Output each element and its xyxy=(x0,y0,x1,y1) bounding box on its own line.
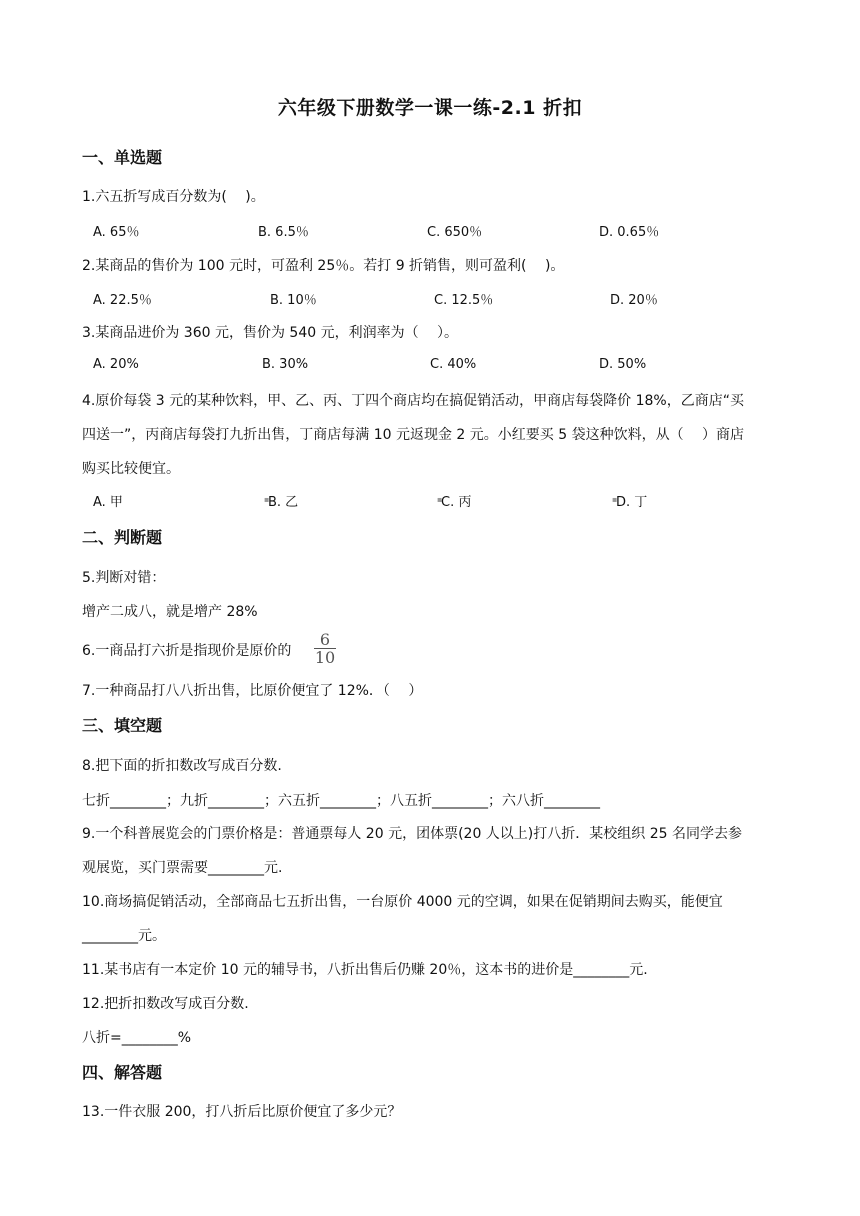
question-3-text: 3.某商品进价为 360 元，售价为 540 元，利润率为（ ）。 xyxy=(82,325,459,341)
question-5-text-line-1: 5.判断对错： xyxy=(82,570,166,586)
question-1-text: 1.六五折写成百分数为( )。 xyxy=(82,189,265,205)
question-9-text-line-1: 9.一个科普展览会的门票价格是：普通票每人 20 元，团体票(20 人以上)打八折．某校组织 25 名同学去参 xyxy=(82,826,742,842)
question-10-text-line-1: 10.商场搞促销活动，全部商品七五折出售，一台原价 4000 元的空调，如果在促销期间去购买，能便宜 xyxy=(82,894,723,910)
question-4-option-b: B. 乙 xyxy=(268,495,299,510)
question-8-text-line-1: 8.把下面的折扣数改写成百分数. xyxy=(82,758,282,774)
question-3-option-b: B. 30% xyxy=(262,357,309,372)
question-1-option-b: B. 6.5％ xyxy=(258,225,309,240)
fraction-numerator: 6 xyxy=(319,630,331,649)
question-1-option-d: D. 0.65％ xyxy=(599,225,660,240)
section-heading-true-false: 二、判断题 xyxy=(82,528,163,547)
question-1-option-c: C. 650％ xyxy=(427,225,483,240)
option-marker-dot: ▪ xyxy=(612,495,618,504)
fraction-six-tenths xyxy=(312,632,338,665)
question-12-text-line-1: 12.把折扣数改写成百分数. xyxy=(82,996,249,1012)
question-6-text: 6.一商品打六折是指现价是原价的 xyxy=(82,643,292,659)
fraction-denominator: 10 xyxy=(314,648,336,667)
question-2-option-c: C. 12.5％ xyxy=(434,293,494,308)
question-10-text-line-2: ________元。 xyxy=(82,928,166,944)
section-heading-solve: 四、解答题 xyxy=(82,1063,163,1082)
question-9-text-line-2: 观展览，买门票需要________元. xyxy=(82,860,283,876)
question-2-option-d: D. 20％ xyxy=(610,293,658,308)
option-marker-dot: ▪ xyxy=(264,495,270,504)
section-heading-fill-blank: 三、填空题 xyxy=(82,716,163,735)
question-8-text-line-2: 七折________；九折________；六五折________；八五折________；六八折________ xyxy=(82,793,600,809)
question-1-option-a: A. 65％ xyxy=(93,225,140,240)
question-7-text: 7.一种商品打八八折出售，比原价便宜了 12%．（ ） xyxy=(82,683,423,699)
question-4-option-c: C. 丙 xyxy=(441,495,472,510)
question-3-option-c: C. 40% xyxy=(430,357,477,372)
question-11-text: 11.某书店有一本定价 10 元的辅导书，八折出售后仍赚 20％，这本书的进价是________元. xyxy=(82,962,648,978)
option-marker-dot: ▪ xyxy=(437,495,443,504)
question-4-text-line-1: 4.原价每袋 3 元的某种饮料，甲、乙、丙、丁四个商店均在搞促销活动，甲商店每袋降价 18%，乙商店“买 xyxy=(82,393,744,409)
question-4-option-d: D. 丁 xyxy=(616,495,648,510)
page-title: 六年级下册数学一课一练-2.1 折扣 xyxy=(277,97,583,119)
question-4-option-a: A. 甲 xyxy=(93,495,123,510)
question-3-option-d: D. 50% xyxy=(599,357,647,372)
question-2-text: 2.某商品的售价为 100 元时，可盈利 25％。若打 9 折销售，则可盈利( )。 xyxy=(82,258,565,274)
question-12-text-line-2: 八折=________% xyxy=(82,1030,192,1046)
question-2-option-b: B. 10％ xyxy=(270,293,317,308)
question-3-option-a: A. 20% xyxy=(93,357,139,372)
question-2-option-a: A. 22.5％ xyxy=(93,293,152,308)
question-4-text-line-2: 四送一”，丙商店每袋打九折出售，丁商店每满 10 元返现金 2 元。小红要买 5 袋这种饮料，从（ ）商店 xyxy=(82,427,745,443)
question-4-text-line-3: 购买比较便宜。 xyxy=(82,461,180,477)
question-13-text: 13.一件衣服 200，打八折后比原价便宜了多少元？ xyxy=(82,1104,402,1120)
section-heading-single-choice: 一、单选题 xyxy=(82,148,163,167)
question-5-text-line-2: 增产二成八，就是增产 28% xyxy=(82,604,258,620)
